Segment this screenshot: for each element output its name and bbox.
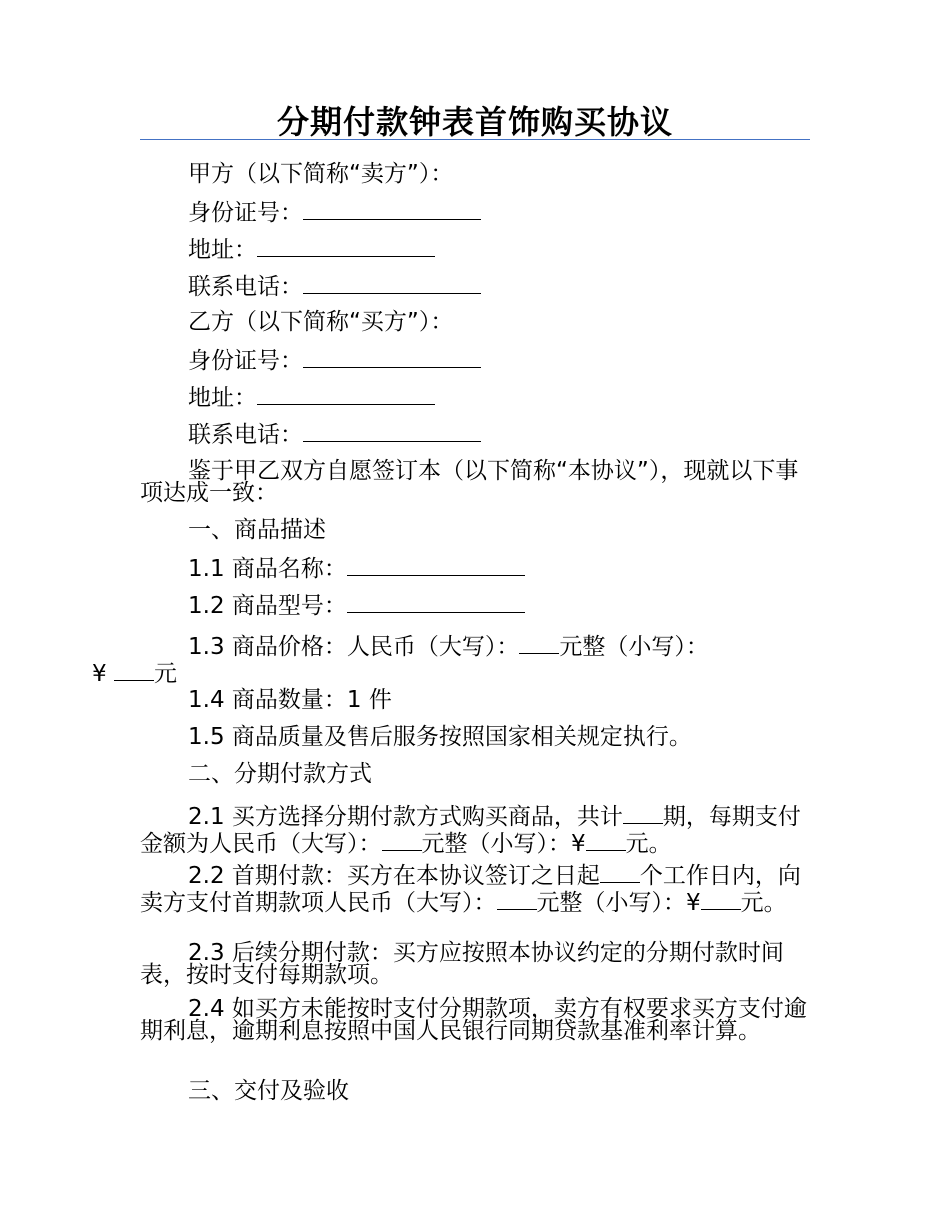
party-a-heading: 甲方（以下简称“卖方”）： [188,161,454,187]
item-1-4: 1.4 商品数量：1 件 [188,687,392,713]
item-1-3-blank-upper [519,631,559,654]
item-1-3-paragraph [92,631,810,687]
item-2-4: 2.4 如买方未能按时支付分期款项，卖方有权要求买方支付逾期利息，逾期利息按照中国人民银行同期贷款基准利率计算。 [140,996,807,1044]
party-a-id-line [140,197,810,227]
item-2-2-text-d: 元。 [740,890,787,916]
item-2-1-text-c: 元整（小写）：¥ [421,831,586,857]
party-b-address-blank [257,382,435,405]
item-1-5: 1.5 商品质量及售后服务按照国家相关规定执行。 [188,724,692,750]
item-1-3-blank-lower [114,658,154,681]
title-underline [140,139,810,140]
item-1-3-text-b: 元整（小写）： [559,634,709,660]
item-2-2-blank-upper [497,887,537,910]
preamble: 鉴于甲乙双方自愿签订本（以下简称“本协议”），现就以下事项达成一致： [140,458,799,506]
item-1-2-label: 1.2 商品型号： [188,593,347,619]
item-2-2-blank-days [600,860,640,883]
section-1-heading: 一、商品描述 [188,517,326,543]
party-b-address-label: 地址： [188,385,257,411]
party-a-phone-label: 联系电话： [188,274,303,300]
party-b-heading: 乙方（以下简称“买方”）： [188,309,454,335]
item-2-2-paragraph [140,860,810,914]
item-2-1-blank-upper [382,828,422,851]
document-title: 分期付款钟表首饰购买协议 [276,103,673,141]
item-2-1-text-a: 2.1 买方选择分期付款方式购买商品，共计 [188,804,623,830]
item-2-1-paragraph [140,801,810,855]
party-b-id-blank [303,345,481,368]
item-2-1-text-b: 期，每期支付金额为人民币（大写）： [140,804,801,857]
item-2-2-text-a: 2.2 首期付款：买方在本协议签订之日起 [188,863,600,889]
section-3-heading: 三、交付及验收 [188,1078,349,1104]
item-1-1-label: 1.1 商品名称： [188,556,347,582]
party-b-id-label: 身份证号： [188,348,303,374]
party-a-id-blank [303,197,481,220]
party-b-address-line [140,382,810,412]
party-b-phone-label: 联系电话： [188,422,303,448]
party-a-phone-blank [303,271,481,294]
item-2-1-blank-periods [623,801,663,824]
section-2-heading: 二、分期付款方式 [188,761,372,787]
party-b-id-line [140,345,810,375]
party-a-id-label: 身份证号： [188,200,303,226]
item-1-3-text-a: 1.3 商品价格：人民币（大写）： [188,634,520,660]
item-1-1-line [140,553,810,583]
party-a-address-blank [257,234,435,257]
item-2-1-blank-lower [586,828,626,851]
item-1-3-text-d: 元 [153,661,177,687]
item-2-2-text-b: 个工作日内，向卖方支付首期款项人民币（大写）： [140,863,801,916]
party-b-phone-line [140,419,810,449]
party-a-phone-line [140,271,810,301]
item-1-3-text-c: ¥ [92,661,107,687]
item-2-2-text-c: 元整（小写）：¥ [536,890,701,916]
party-b-phone-blank [303,419,481,442]
item-1-2-blank [347,590,525,613]
item-1-2-line [140,590,810,620]
item-2-3: 2.3 后续分期付款：买方应按照本协议约定的分期付款时间表，按时支付每期款项。 [140,940,784,988]
item-1-1-blank [347,553,525,576]
party-a-address-line [140,234,810,264]
item-2-2-blank-lower [701,887,741,910]
item-2-1-text-d: 元。 [625,831,672,857]
party-a-address-label: 地址： [188,237,257,263]
